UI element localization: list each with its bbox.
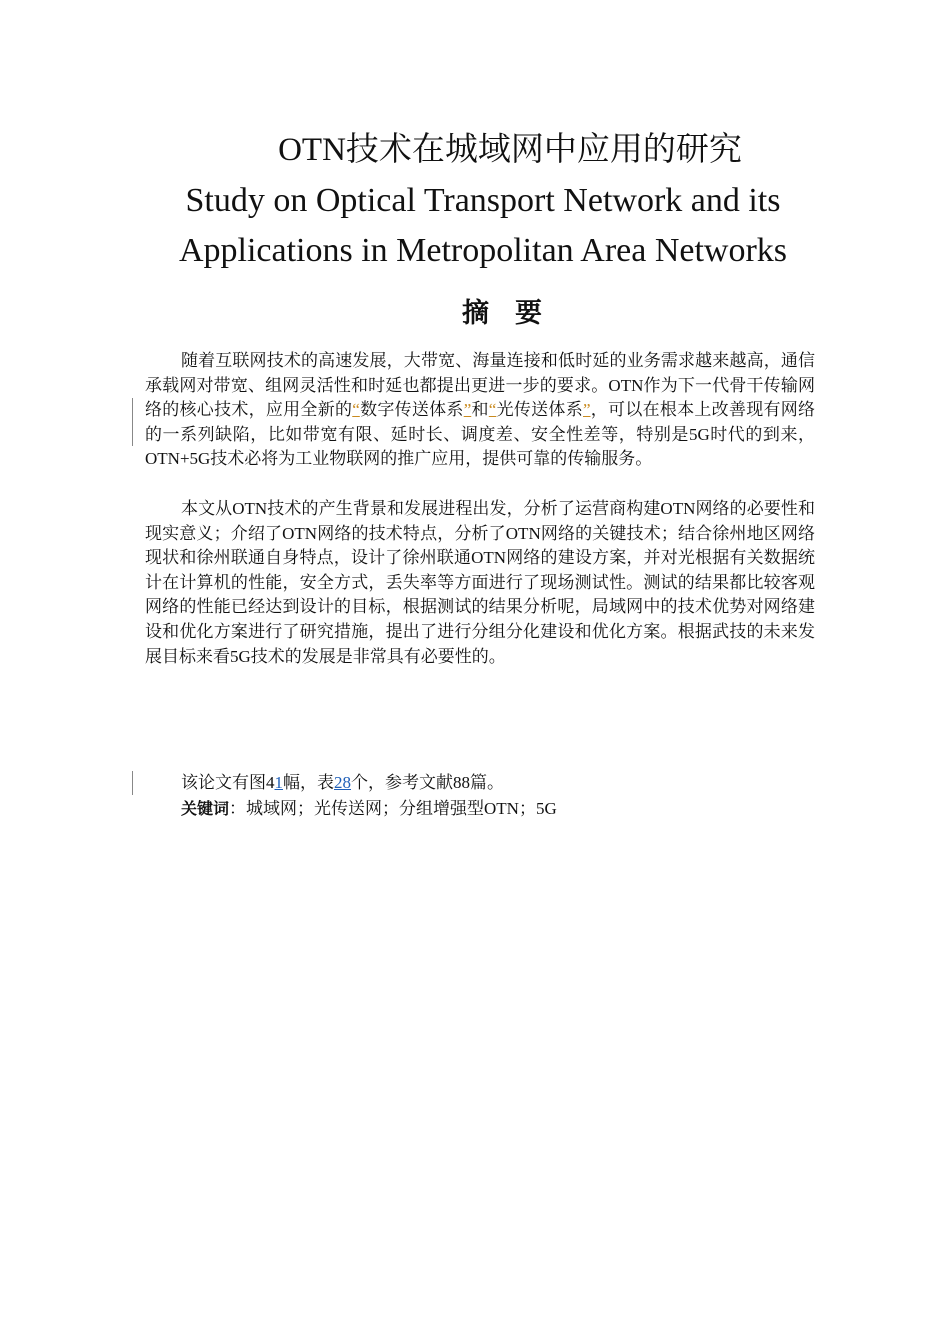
abstract-paragraph-2: 本文从OTN技术的产生背景和发展进程出发，分析了运营商构建OTN网络的必要性和现实意义；介绍了OTN网络的技术特点，分析了OTN网络的关键技术；结合徐州地区网络现状和徐州联通自身特点，设计了徐州联通OTN网络的建设方案，并对光根据有关数据统计在计算机的性能，安全方式，丢失率等方面进行了现场测试性。测试的结果都比较客观网络的性能已经达到设计的目标，根据测试的结果分析呢，局域网中的技术优势对网络建设和优化方案进行了研究措施，提出了进行分组分化建设和优化方案。根据武技的未来发展目标来看5G技术的发展是非常具有必要性的。 <box>145 499 815 666</box>
keywords-colon: ： <box>229 799 247 818</box>
thesis-stats <box>181 771 504 795</box>
abstract-paragraph-1 <box>145 349 815 472</box>
stats-mid-1: 幅，表 <box>283 773 334 792</box>
figure-count-link[interactable]: 1 <box>274 773 283 792</box>
para1-and: 和 <box>471 400 489 420</box>
title-chinese: OTN技术在城域网中应用的研究 <box>278 132 742 168</box>
abstract-heading: 摘要 <box>462 298 568 329</box>
keywords-values: 城域网；光传送网；分组增强型OTN；5G <box>246 799 557 818</box>
tracked-quote-close-2: ” <box>582 400 591 420</box>
para1-text-b: ，可以在根本上改善现有网络的一系列缺陷，比如带宽有限、延时长、调度差、安全性差等，特别是5G时代的到来，OTN+5G技术必将为工业物联网的推广应用，提供可靠的传输服务。 <box>145 400 816 469</box>
keywords-label: 关键词 <box>181 799 230 818</box>
tracked-quote-open-1: “ <box>352 400 360 420</box>
tracked-quote-close-1: ” <box>463 400 472 420</box>
para1-text-a: 随着互联网技术的高速发展，大带宽、海量连接和低时延的业务需求越来越高，通信承载网对带宽、组网灵活性和时延也都提出更进一步的要求。OTN作为下一代骨干传输网络的核心技术，应用全新的 <box>145 351 815 420</box>
tracked-quote-open-2: “ <box>488 400 497 420</box>
title-english-line-1: Study on Optical Transport Network and its <box>185 182 781 219</box>
term-digital-transport: 数字传送体系 <box>359 400 464 420</box>
term-optical-transport: 光传送体系 <box>496 400 583 420</box>
revision-change-bar <box>132 398 133 446</box>
table-count-link[interactable]: 28 <box>334 773 351 792</box>
stats-prefix: 该论文有图4 <box>181 773 275 792</box>
stats-mid-2: 个，参考文献88篇。 <box>351 773 504 792</box>
revision-change-bar <box>132 771 133 795</box>
title-english-line-2: Applications in Metropolitan Area Networks <box>178 232 788 269</box>
keywords <box>181 797 557 821</box>
